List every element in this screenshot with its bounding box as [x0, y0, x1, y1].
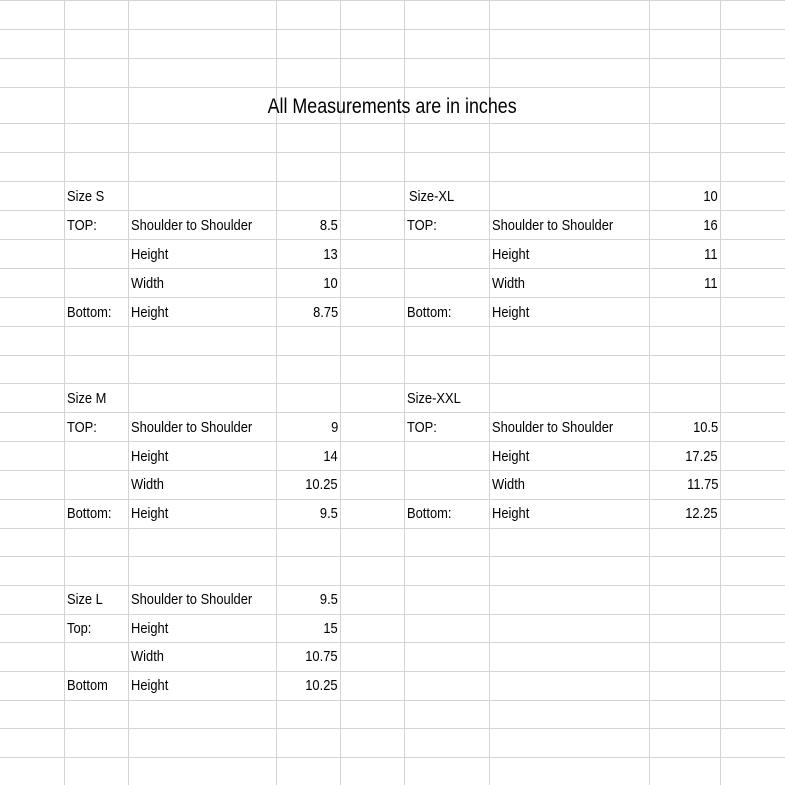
size-s-width-label: Width [131, 275, 164, 292]
row-gridline [0, 181, 785, 182]
size-m-top-label: TOP: [67, 419, 97, 436]
row-gridline [0, 123, 785, 124]
size-xl-value: 10 [703, 188, 718, 205]
size-s-height-label: Height [131, 246, 169, 263]
row-gridline [0, 152, 785, 153]
row-gridline [0, 585, 785, 586]
size-l-top-label: Top: [67, 620, 92, 637]
page-title: All Measurements are in inches [267, 95, 517, 118]
row-gridline [0, 412, 785, 413]
size-m-bottom-height-value: 9.5 [320, 505, 338, 522]
size-s-height-value: 13 [323, 246, 338, 263]
size-m-bottom-label: Bottom: [67, 505, 112, 522]
size-xxl-top-label: TOP: [407, 419, 437, 436]
size-l-name: Size L [67, 591, 103, 608]
row-gridline [0, 470, 785, 471]
size-m-width-value: 10.25 [305, 476, 338, 493]
size-m-name: Size M [67, 390, 107, 407]
size-xxl-shoulder-value: 10.5 [692, 419, 718, 436]
row-gridline [0, 499, 785, 500]
size-xxl-bottom-height-value: 12.25 [685, 505, 718, 522]
size-xl-height-label: Height [492, 246, 530, 263]
size-l-width-label: Width [131, 648, 164, 665]
size-m-height-label: Height [131, 448, 169, 465]
size-s-width-value: 10 [323, 275, 338, 292]
size-xxl-height-label: Height [492, 448, 530, 465]
row-gridline [0, 728, 785, 729]
size-m-shoulder-label: Shoulder to Shoulder [131, 419, 253, 436]
row-gridline [0, 58, 785, 59]
size-m-bottom-height-label: Height [131, 505, 169, 522]
size-xxl-bottom-height-label: Height [492, 505, 530, 522]
size-xxl-name: Size-XXL [407, 390, 461, 407]
size-l-shoulder-value: 9.5 [320, 591, 338, 608]
size-xxl-shoulder-label: Shoulder to Shoulder [492, 419, 614, 436]
row-gridline [0, 556, 785, 557]
row-gridline [0, 642, 785, 643]
size-xl-width-value: 11 [704, 275, 718, 292]
size-xl-shoulder-label: Shoulder to Shoulder [492, 217, 614, 234]
row-gridline [0, 671, 785, 672]
size-s-name: Size S [67, 188, 105, 205]
row-gridline [0, 700, 785, 701]
size-m-width-label: Width [131, 476, 164, 493]
size-s-bottom-height-label: Height [131, 304, 169, 321]
size-l-height-value: 15 [323, 620, 338, 637]
row-gridline [0, 268, 785, 269]
size-l-width-value: 10.75 [305, 648, 338, 665]
size-s-bottom-label: Bottom: [67, 304, 112, 321]
size-xl-shoulder-value: 16 [703, 217, 718, 234]
size-m-shoulder-value: 9 [330, 419, 338, 436]
size-xxl-width-label: Width [492, 476, 525, 493]
row-gridline [0, 239, 785, 240]
size-xl-top-label: TOP: [407, 217, 437, 234]
size-xl-bottom-label: Bottom: [407, 304, 452, 321]
size-xxl-bottom-label: Bottom: [407, 505, 452, 522]
size-s-shoulder-value: 8.5 [320, 217, 338, 234]
size-xl-height-value: 11 [704, 246, 718, 263]
size-l-bottom-height-label: Height [131, 677, 169, 694]
size-l-height-label: Height [131, 620, 169, 637]
row-gridline [0, 210, 785, 211]
row-gridline [0, 757, 785, 758]
row-gridline [0, 614, 785, 615]
row-gridline [0, 383, 785, 384]
size-xl-bottom-height-label: Height [492, 304, 530, 321]
row-gridline [0, 29, 785, 30]
size-l-bottom-height-value: 10.25 [305, 677, 338, 694]
row-gridline [0, 326, 785, 327]
size-s-shoulder-label: Shoulder to Shoulder [131, 217, 253, 234]
size-xxl-width-value: 11.75 [686, 476, 718, 493]
row-gridline [0, 297, 785, 298]
row-gridline [0, 355, 785, 356]
size-m-height-value: 14 [323, 448, 338, 465]
row-gridline [0, 441, 785, 442]
size-l-bottom-label: Bottom [67, 677, 108, 694]
row-gridline [0, 528, 785, 529]
size-s-bottom-height-value: 8.75 [312, 304, 338, 321]
size-xl-name: Size-XL [409, 188, 455, 205]
row-gridline [0, 0, 785, 1]
size-xxl-height-value: 17.25 [685, 448, 718, 465]
size-l-shoulder-label: Shoulder to Shoulder [131, 591, 253, 608]
size-xl-width-label: Width [492, 275, 525, 292]
row-gridline [0, 87, 785, 88]
size-s-top-label: TOP: [67, 217, 97, 234]
